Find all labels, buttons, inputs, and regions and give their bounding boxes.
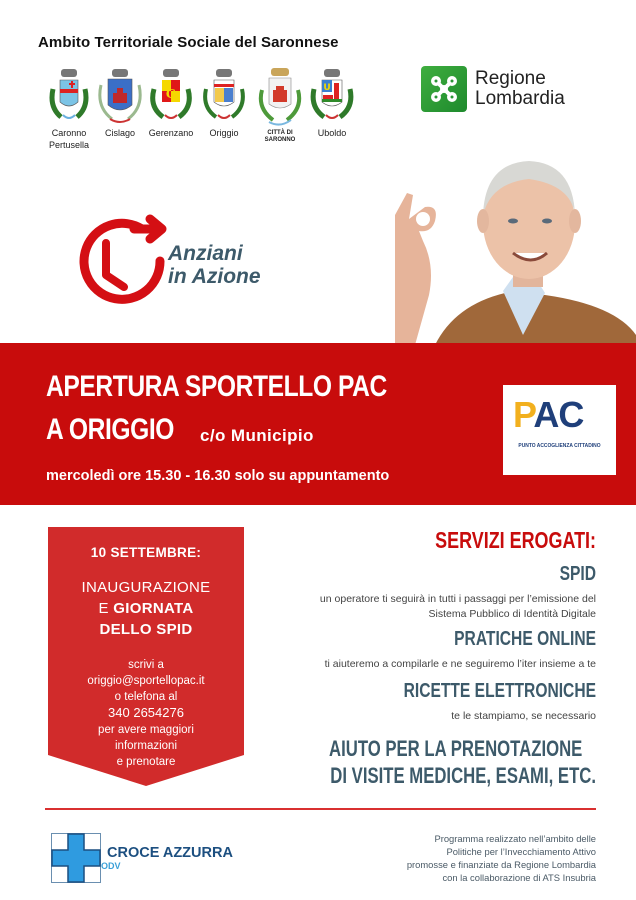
croce-azzurra-logo xyxy=(51,833,233,883)
crest-origgio xyxy=(198,67,250,139)
crest-uboldo xyxy=(306,67,358,139)
services-heading: SERVIZI EROGATI: xyxy=(435,527,596,553)
crest-label: Uboldo xyxy=(317,128,347,138)
crest-label: Caronno Pertusella xyxy=(48,128,90,150)
banner-location: c/o Municipio xyxy=(200,426,314,445)
blue-cross-icon xyxy=(51,833,101,883)
program-credits: Programma realizzato nell’ambito delle Politiche per l’Invecchiamento Attivo promosse e finanziate da Regione Lombardia con la collaborazione di ATS Insubria xyxy=(406,833,596,883)
more-info-text: per avere maggiori informazioni e prenotare xyxy=(98,724,194,768)
crest-gerenzano xyxy=(145,67,197,139)
clock-arrow-icon xyxy=(72,213,172,317)
crest-label: Gerenzano xyxy=(148,128,194,138)
coat-of-arms-icon xyxy=(47,67,91,125)
svg-text:U: U xyxy=(323,83,331,93)
pac-subtitle: PUNTO ACCOGLIENZA CITTADINO xyxy=(518,443,601,449)
anziani-in-azione-text: Anziani in Azione xyxy=(168,242,261,288)
service-title-spid: SPID xyxy=(559,563,596,585)
crest-saronno xyxy=(254,66,306,144)
croce-azzurra-name: CROCE AZZURRA xyxy=(107,844,233,861)
email-link[interactable]: origgio@sportellopac.it xyxy=(87,675,205,687)
lombardia-rose-icon xyxy=(421,66,467,112)
event-title: INAUGURAZIONE E GIORNATA DELLO SPID xyxy=(81,579,211,638)
svg-text:G: G xyxy=(165,87,177,101)
crest-caronno-pertusella xyxy=(43,67,95,151)
coat-of-arms-icon xyxy=(96,67,144,125)
coat-of-arms-icon xyxy=(255,66,305,128)
contact-info: scrivi a origgio@sportellopac.it o telefona al 340 2654276 xyxy=(48,657,244,721)
service-desc-pratiche-online: ti aiuteremo a compilarle e ne seguiremo l’iter insieme a te xyxy=(324,658,596,670)
crest-cislago xyxy=(94,67,146,139)
pac-letters: PAC xyxy=(513,394,584,435)
banner-title-line2: A ORIGGIO xyxy=(46,413,174,446)
croce-azzurra-odv: ODV xyxy=(101,860,121,871)
regione-lombardia-logo xyxy=(421,66,565,112)
phone-link[interactable]: 340 2654276 xyxy=(108,705,184,720)
pac-logo xyxy=(503,385,616,475)
event-date: 10 SETTEMBRE: xyxy=(90,545,202,560)
coat-of-arms-icon xyxy=(147,67,195,125)
crest-label: Cislago xyxy=(104,128,135,138)
crest-label: Origgio xyxy=(209,128,239,138)
service-desc-spid: un operatore ti seguirà in tutti i passaggi per l’emissione del Sistema Pubblico di Identità Digitale xyxy=(319,593,596,620)
service-desc-ricette: te le stampiamo, se necessario xyxy=(451,710,596,722)
service-title-pratiche-online: PRATICHE ONLINE xyxy=(454,628,596,650)
senior-man-photo xyxy=(395,145,636,345)
crest-label: CITTÀ DI SARONNO xyxy=(264,130,296,143)
ambito-title: Ambito Territoriale Sociale del Saronnese xyxy=(38,34,339,51)
lombardia-text: Regione Lombardia xyxy=(475,68,565,109)
coat-of-arms-icon xyxy=(200,67,248,125)
banner-hours: mercoledì ore 15.30 - 16.30 solo su appuntamento xyxy=(46,468,390,484)
divider xyxy=(45,808,596,810)
service-title-ricette: RICETTE ELETTRONICHE xyxy=(403,680,596,702)
coat-of-arms-icon xyxy=(308,67,356,125)
service-prenotazione: AIUTO PER LA PRENOTAZIONE DI VISITE MEDICHE, ESAMI, ETC. xyxy=(329,736,596,788)
banner-title-line1: APERTURA SPORTELLO PAC xyxy=(46,370,387,403)
